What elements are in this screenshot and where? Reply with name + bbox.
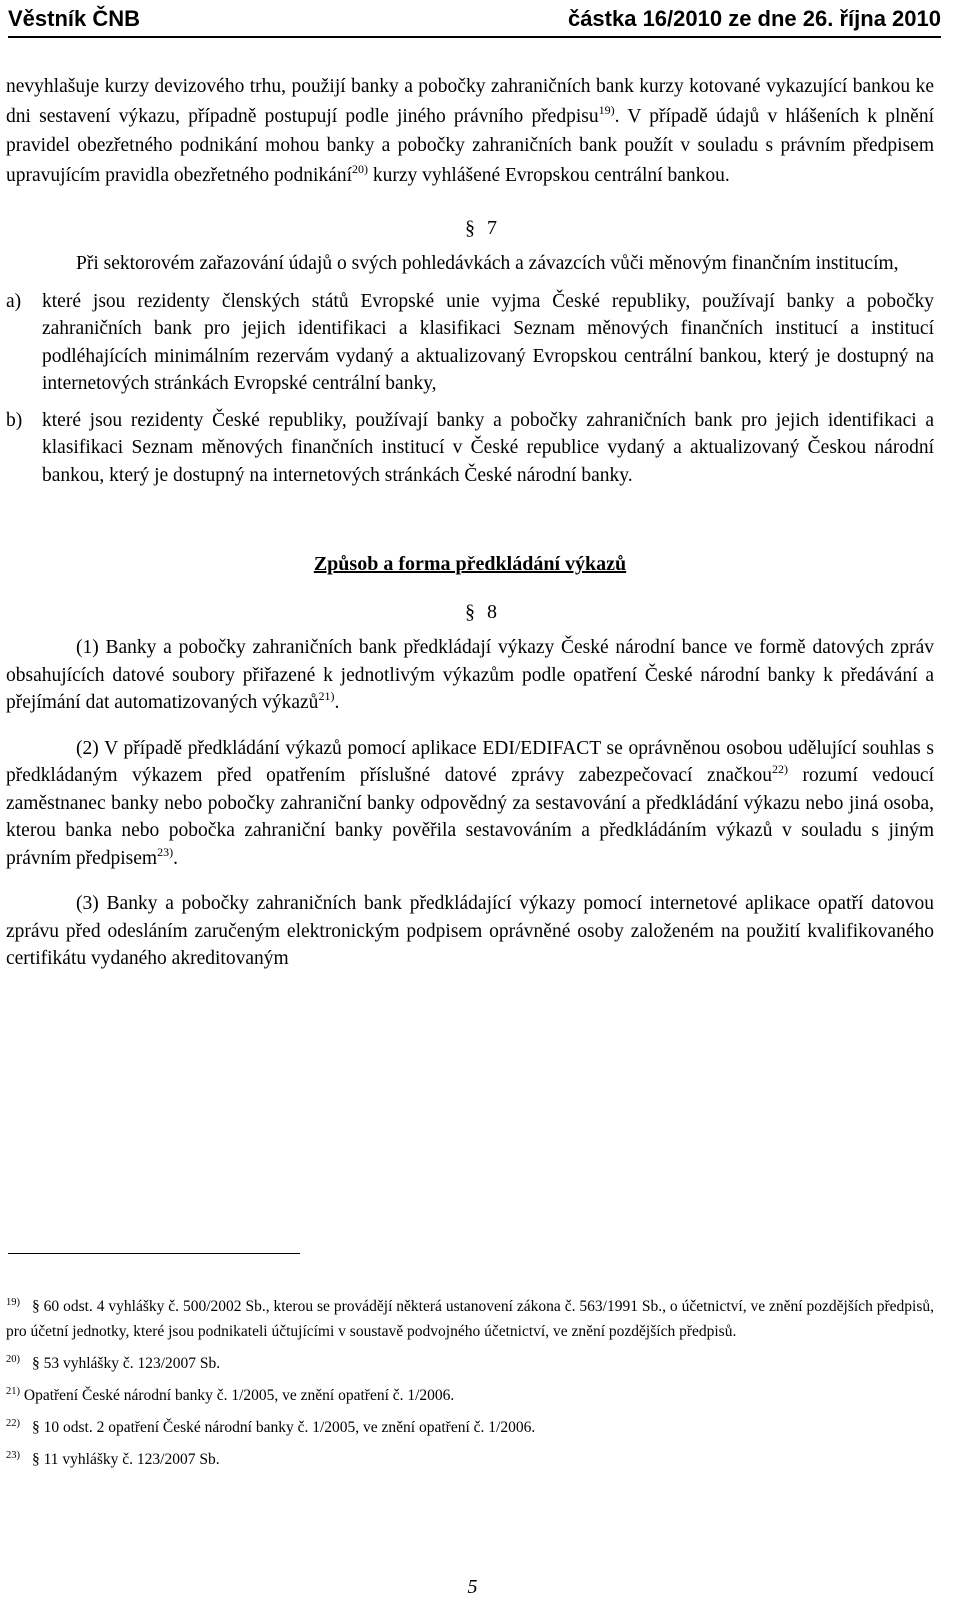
footnote: $^{23)}$ § 11 vyhlášky č. 123/2007 Sb. — [6, 1450, 220, 1468]
journal-title: Věstník ČNB — [8, 6, 141, 31]
section-7-lead: Při sektorovém zařazování údajů o svých pohledávkách a závazcích vůči měnovým finančním institucím, — [76, 253, 899, 275]
section-number: 8 — [487, 601, 497, 624]
issue-info: částka 16/2010 ze dne 26. října 2010 — [567, 6, 941, 31]
list-label: a) — [6, 290, 22, 312]
list-text: které jsou rezidenty České republiky, používají banky a pobočky zahraničních bank pro jejich identifikaci a klasifikaci Seznam měnových finančních institucí v České republice vydaný a aktualizovaný Českou národní bankou, který je dostupný na internetových stránkách České národní banky. — [42, 409, 934, 486]
page-content — [6, 72, 934, 973]
intro-paragraph: nevyhlašuje kurzy devizového trhu, použijí banky a pobočky zahraničních bank kurzy kotované vykazující bankou ke dni sestavení výkazu, případně postupují podle jiného právního předpisu$^{19)}$. V případě údajů v hlášeních k plnění pravidel obezřetného podnikání mohou banky a pobočky zahraničních bank použít v souladu s právním předpisem upravujícím pravidla obezřetného podnikání$^{20)}$ kurzy vyhlášené Evropskou centrální bankou. — [6, 76, 934, 186]
footnotes — [6, 1294, 934, 1479]
footnote-ref[interactable]: 21) — [318, 689, 335, 704]
section-sign: § — [465, 217, 475, 240]
paragraph-1: (1) Banky a pobočky zahraničních bank předkládají výkazy České národní bance ve formě datových zpráv obsahujících datové soubory přiřazené k jednotlivým výkazům podle opatření České národní banky k předávání a přejímání dat automatizovaných výkazů$^{21)}$. — [6, 637, 934, 714]
list-label: b) — [6, 409, 23, 431]
footnote-ref[interactable]: 23) — [157, 844, 174, 859]
list-text: které jsou rezidenty členských států Evropské unie vyjma České republiky, používají banky a pobočky zahraničních bank pro jejich identifikaci a klasifikaci Seznam měnových finančních institucí a institucí podléhajících minimálním rezervám vydaný a aktualizovaný Evropskou centrální bankou, který je dostupný na internetových stránkách Evropské centrální banky, — [42, 290, 934, 395]
footnote: $^{19)}$ § 60 odst. 4 vyhlášky č. 500/2002 Sb., kterou se provádějí některá ustanovení zákona č. 563/1991 Sb., o účetnictví, ve znění pozdějších předpisů, pro účetní jednotky, které jsou podnikateli účtujícími v soustavě podvojného účetnictví, ve znění pozdějších předpisů. — [6, 1297, 934, 1340]
footnote: $^{20)}$ § 53 vyhlášky č. 123/2007 Sb. — [6, 1354, 221, 1372]
footnote: $^{22)}$ § 10 odst. 2 opatření České národní banky č. 1/2005, ve znění opatření č. 1/2006. — [6, 1418, 536, 1436]
footnote-ref[interactable]: 20) — [352, 161, 369, 176]
page-number: 5 — [467, 1576, 478, 1598]
section-heading: Způsob a forma předkládání výkazů — [313, 553, 627, 576]
paragraph-3: (3) Banky a pobočky zahraničních bank předkládající výkazy pomocí internetové aplikace opatří datovou zprávu před odesláním zaručeným elektronickým podpisem oprávněné osoby založeném na použití kvalifikovaného certifikátu vydaného akreditovaným — [6, 893, 934, 970]
list-item — [6, 407, 934, 490]
footnote: $^{21)}$ Opatření České národní banky č. 1/2005, ve znění opatření č. 1/2006. — [6, 1386, 455, 1404]
section-number: 7 — [487, 217, 497, 240]
section-sign: § — [465, 601, 475, 624]
paragraph-2: (2) V případě předkládání výkazů pomocí aplikace EDI/EDIFACT se oprávněnou osobou udělující souhlas s předkládaným výkazem před opatřením příslušné datové zprávy zabezpečovací značkou$^{22)}$ rozumí vedoucí zaměstnanec banky nebo pobočky zahraniční banky odpovědný za sestavování a předkládání výkazu nebo jiná osoba, kterou banka nebo pobočka zahraniční banky pověřila sestavováním a předkládáním výkazů v souladu s jiným právním předpisem$^{23)}$. — [6, 737, 934, 869]
section-8-mark — [6, 601, 934, 624]
section-7-mark — [6, 217, 934, 240]
list-item — [6, 288, 934, 398]
footnote-ref[interactable]: 22) — [771, 762, 788, 777]
page-header — [8, 6, 941, 38]
footnote-ref[interactable]: 19) — [598, 102, 615, 117]
footnote-separator — [8, 1253, 300, 1254]
